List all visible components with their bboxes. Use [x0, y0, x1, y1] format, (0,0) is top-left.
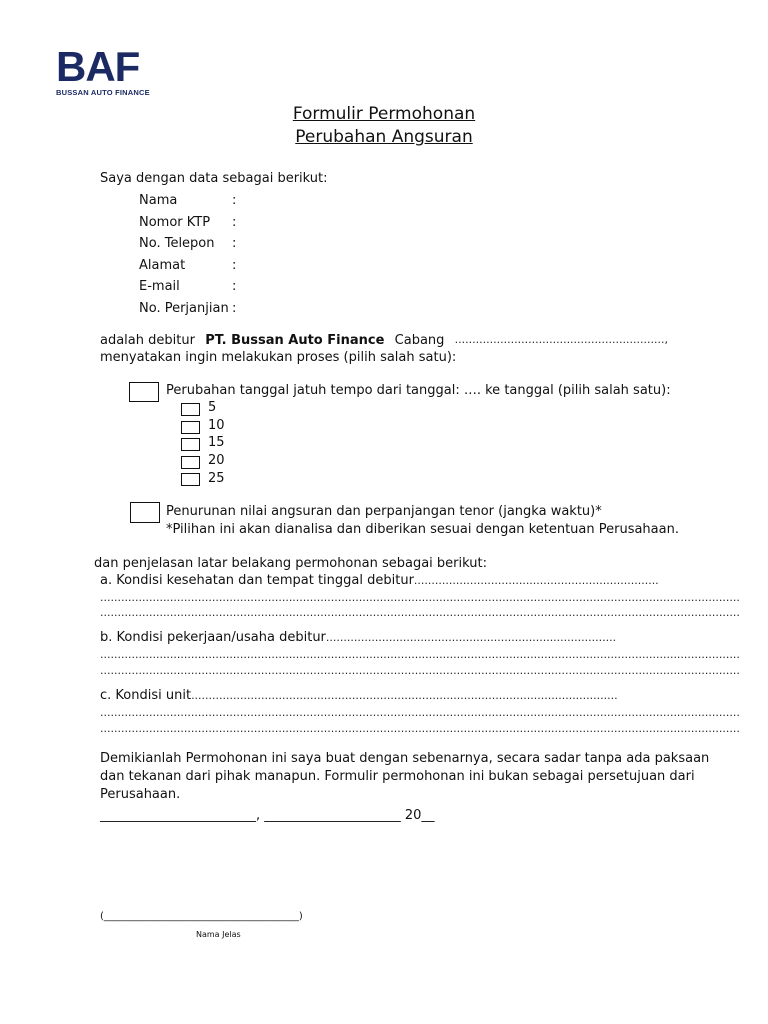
- field-sep-email[interactable]: :: [232, 279, 237, 294]
- debitor-branch-field[interactable]: ............................................................,: [454, 333, 668, 346]
- field-label-email: E-mail: [139, 279, 180, 294]
- item-a-dotline-2[interactable]: .......................................................................................................................................................................................: [100, 606, 740, 619]
- date-label-20: 20: [208, 453, 225, 468]
- intro-text: Saya dengan data sebagai berikut:: [100, 171, 328, 186]
- field-sep-alamat[interactable]: :: [232, 258, 237, 273]
- item-a-dotline-1[interactable]: .......................................................................................................................................................................................: [100, 591, 740, 604]
- field-label-nama: Nama: [139, 193, 178, 208]
- option1-text: Perubahan tanggal jatuh tempo dari tanggal: …. ke tanggal (pilih salah satu):: [166, 383, 671, 398]
- signature-label: Nama Jelas: [196, 930, 241, 939]
- form-title-line2: Perubahan Angsuran: [295, 127, 473, 147]
- date-label-10: 10: [208, 418, 225, 433]
- field-label-ktp: Nomor KTP: [139, 215, 211, 230]
- signature-line[interactable]: (_______________________________________): [100, 911, 303, 922]
- item-b-dotline-1[interactable]: .......................................................................................................................................................................................: [100, 648, 740, 661]
- debitor-prefix: adalah debitur: [100, 333, 195, 348]
- date-checkbox-10[interactable]: [181, 421, 200, 434]
- explanation-intro: dan penjelasan latar belakang permohonan sebagai berikut:: [94, 556, 487, 571]
- option2-note: *Pilihan ini akan dianalisa dan diberikan sesuai dengan ketentuan Perusahaan.: [166, 522, 679, 537]
- logo-subtitle: BUSSAN AUTO FINANCE: [56, 88, 150, 97]
- date-label-5: 5: [208, 400, 217, 415]
- debitor-line2: menyatakan ingin melakukan proses (pilih salah satu):: [100, 350, 457, 365]
- debitor-branch-label: Cabang: [394, 333, 445, 348]
- item-a-field[interactable]: ......................................................................: [413, 574, 659, 587]
- date-label-15: 15: [208, 435, 225, 450]
- field-label-alamat: Alamat: [139, 258, 186, 273]
- option2-checkbox[interactable]: [130, 502, 160, 523]
- explanation-item-a: [100, 573, 666, 588]
- field-sep-perjanjian[interactable]: :: [232, 301, 237, 316]
- logo-mark: BAF: [56, 43, 140, 90]
- item-c-label: c. Kondisi unit: [100, 688, 192, 703]
- closing-line3: Perusahaan.: [100, 787, 181, 802]
- option2-text: Penurunan nilai angsuran dan perpanjangan tenor (jangka waktu)*: [166, 504, 602, 519]
- field-sep-telepon[interactable]: :: [232, 236, 237, 251]
- item-a-label: a. Kondisi kesehatan dan tempat tinggal debitur: [100, 573, 414, 588]
- debitor-company: PT. Bussan Auto Finance: [205, 333, 385, 348]
- item-b-field[interactable]: ...................................................................................: [325, 631, 617, 644]
- date-checkbox-20[interactable]: [181, 456, 200, 469]
- closing-line2: dan tekanan dari pihak manapun. Formulir permohonan ini bukan sebagai persetujuan dari: [100, 769, 695, 784]
- place-date-field[interactable]: ________________________, _____________________ 20__: [100, 808, 435, 823]
- field-sep-nama[interactable]: :: [232, 193, 237, 208]
- date-checkbox-5[interactable]: [181, 403, 200, 416]
- item-c-field[interactable]: ..........................................................................................................................: [191, 689, 618, 702]
- explanation-item-c: [100, 688, 666, 703]
- item-c-dotline-1[interactable]: .......................................................................................................................................................................................: [100, 706, 740, 719]
- item-b-dotline-2[interactable]: .......................................................................................................................................................................................: [100, 664, 740, 677]
- company-logo: [56, 43, 156, 98]
- field-sep-ktp[interactable]: :: [232, 215, 237, 230]
- option1-checkbox[interactable]: [129, 382, 159, 402]
- form-title-line1: Formulir Permohonan: [292, 104, 476, 124]
- item-c-dotline-2[interactable]: .......................................................................................................................................................................................: [100, 722, 740, 735]
- debitor-line: [100, 333, 668, 348]
- date-label-25: 25: [208, 471, 225, 486]
- field-label-telepon: No. Telepon: [139, 236, 215, 251]
- field-label-perjanjian: No. Perjanjian: [139, 301, 229, 316]
- explanation-item-b: [100, 630, 666, 645]
- item-b-label: b. Kondisi pekerjaan/usaha debitur: [100, 630, 326, 645]
- date-checkbox-25[interactable]: [181, 473, 200, 486]
- closing-line1: Demikianlah Permohonan ini saya buat dengan sebenarnya, secara sadar tanpa ada paksaan: [100, 751, 710, 766]
- date-checkbox-15[interactable]: [181, 438, 200, 451]
